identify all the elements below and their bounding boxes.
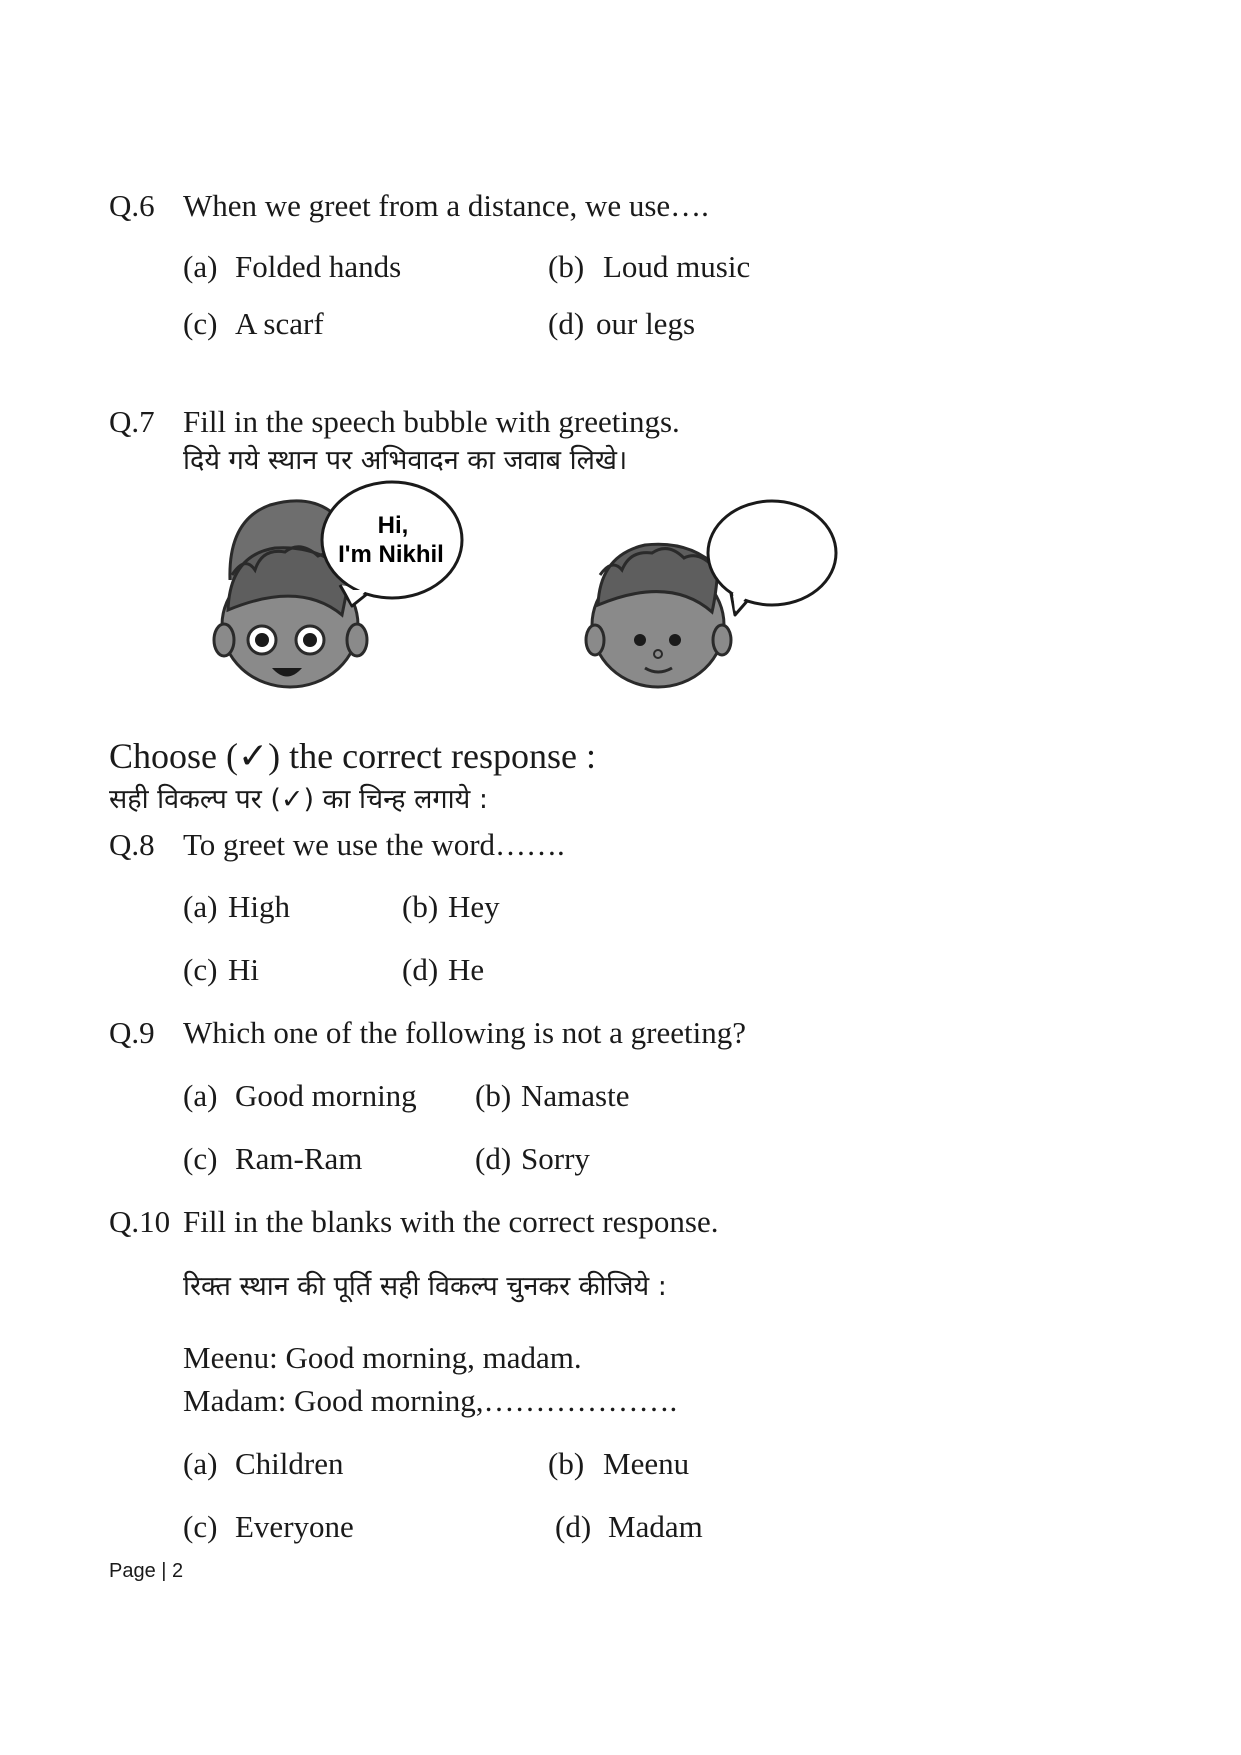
q8-option-a: High xyxy=(228,889,290,924)
q10-number: Q.10 xyxy=(109,1204,171,1239)
q10-option-b-letter: (b) xyxy=(548,1446,585,1481)
q9-option-d: Sorry xyxy=(521,1141,590,1176)
q6-option-c: A scarf xyxy=(235,306,324,341)
page-number: Page | 2 xyxy=(109,1560,184,1582)
q6-option-c-letter: (c) xyxy=(183,306,218,341)
q9-option-d-letter: (d) xyxy=(475,1141,512,1176)
q8-number: Q.8 xyxy=(109,827,155,862)
q8-option-b-letter: (b) xyxy=(402,889,439,924)
q6-option-a-letter: (a) xyxy=(183,249,218,284)
q9-question: Which one of the following is not a greeting? xyxy=(183,1015,747,1050)
q9-option-b-letter: (b) xyxy=(475,1078,512,1113)
q6-option-d: our legs xyxy=(596,306,696,341)
q9-option-a: Good morning xyxy=(235,1078,417,1113)
q10-dialogue-line2: Madam: Good morning,………………. xyxy=(183,1383,678,1418)
q6-number: Q.6 xyxy=(109,188,155,223)
q6-option-b: Loud music xyxy=(603,249,751,284)
q8-option-d-letter: (d) xyxy=(402,952,439,987)
q9-option-c: Ram-Ram xyxy=(235,1141,363,1176)
bubble-text-line2: I'm Nikhil xyxy=(338,541,444,568)
bubble-text-line1: Hi, xyxy=(377,512,409,539)
q10-dialogue-line1: Meenu: Good morning, madam. xyxy=(183,1340,582,1375)
section-heading: Choose (✓) the correct response : xyxy=(109,736,597,776)
q9-option-c-letter: (c) xyxy=(183,1141,218,1176)
section-heading-hindi: सही विकल्प पर (✓) का चिन्ह लगाये : xyxy=(109,784,488,815)
q10-option-d: Madam xyxy=(608,1509,703,1544)
q9-option-b: Namaste xyxy=(521,1078,630,1113)
q10-option-a: Children xyxy=(235,1446,344,1481)
q7-question: Fill in the speech bubble with greetings. xyxy=(183,404,680,439)
q6-question: When we greet from a distance, we use…. xyxy=(183,188,709,223)
greeting-illustration xyxy=(0,0,1241,720)
q10-question-hindi: रिक्त स्थान की पूर्ति सही विकल्प चुनकर कीजिये : xyxy=(183,1271,667,1302)
q9-number: Q.9 xyxy=(109,1015,155,1050)
q10-option-b: Meenu xyxy=(603,1446,690,1481)
q8-option-a-letter: (a) xyxy=(183,889,218,924)
q6-option-d-letter: (d) xyxy=(548,306,585,341)
q8-option-c: Hi xyxy=(228,952,259,987)
q6-option-b-letter: (b) xyxy=(548,249,585,284)
q10-option-a-letter: (a) xyxy=(183,1446,218,1481)
speech-bubble-filled xyxy=(322,482,462,606)
q8-option-c-letter: (c) xyxy=(183,952,218,987)
q10-option-c: Everyone xyxy=(235,1509,354,1544)
q8-question: To greet we use the word……. xyxy=(183,827,565,862)
q8-option-b: Hey xyxy=(448,889,500,924)
q10-option-c-letter: (c) xyxy=(183,1509,218,1544)
q8-option-d: He xyxy=(448,952,485,987)
q7-number: Q.7 xyxy=(109,404,155,439)
q10-option-d-letter: (d) xyxy=(555,1509,592,1544)
q10-question: Fill in the blanks with the correct response. xyxy=(183,1204,719,1239)
q9-option-a-letter: (a) xyxy=(183,1078,218,1113)
speech-bubble-empty[interactable] xyxy=(708,501,836,615)
q6-option-a: Folded hands xyxy=(235,249,402,284)
q7-question-hindi: दिये गये स्थान पर अभिवादन का जवाब लिखे। xyxy=(183,445,628,476)
